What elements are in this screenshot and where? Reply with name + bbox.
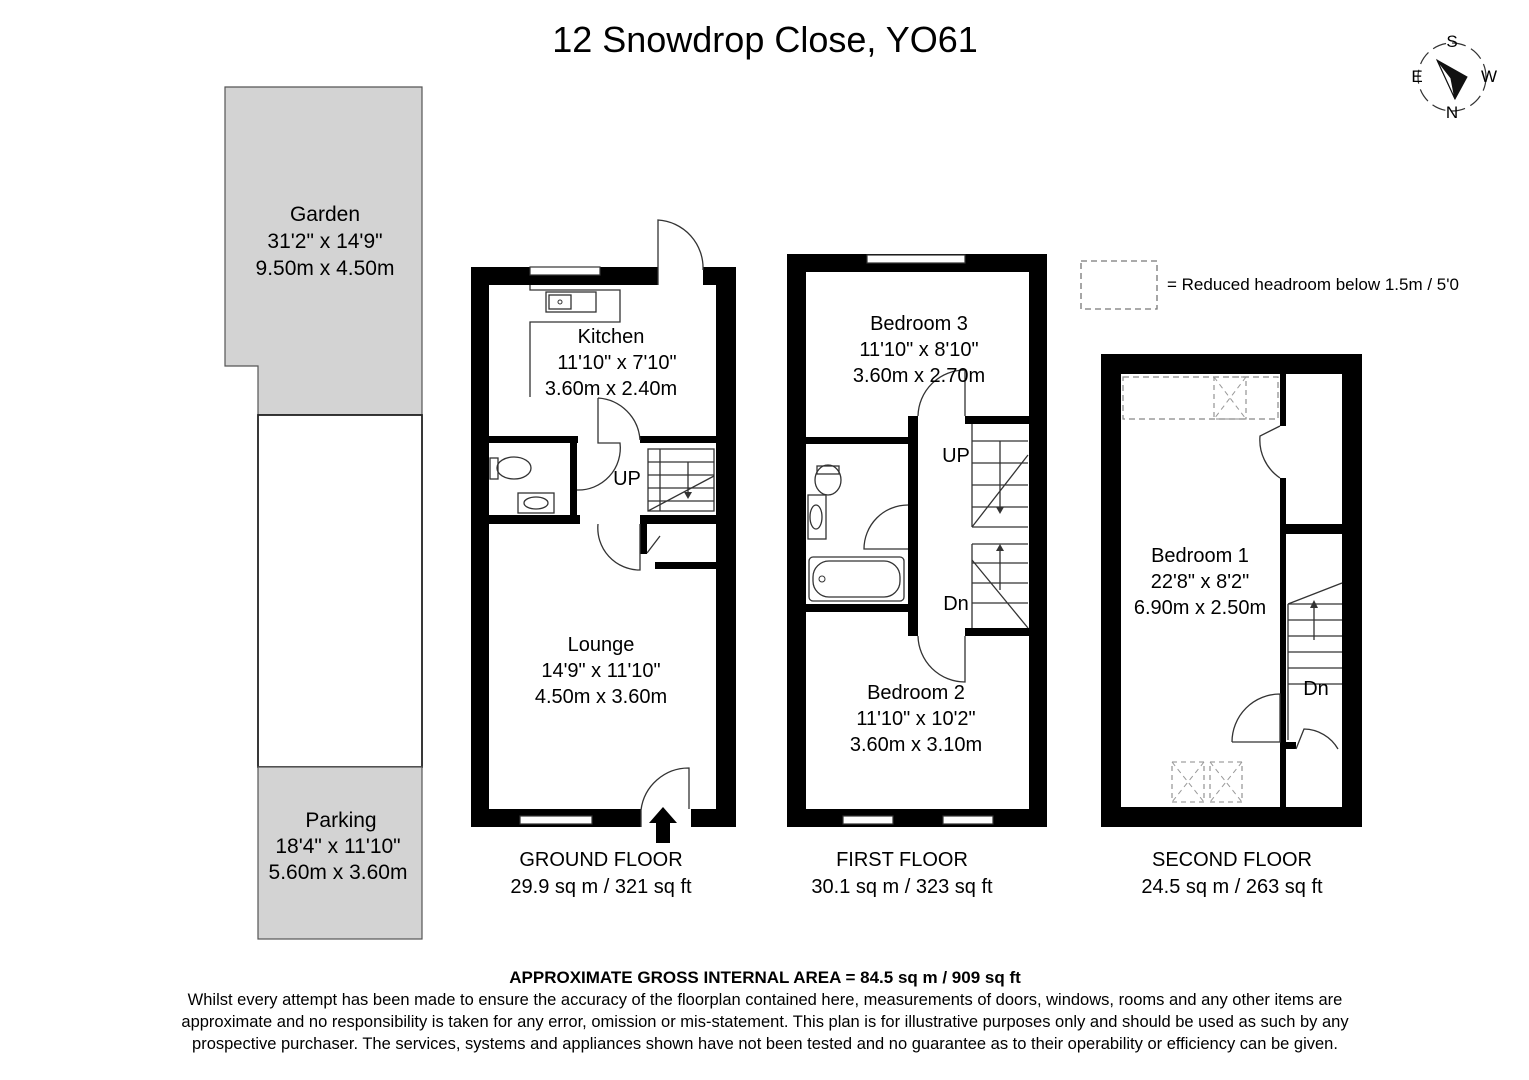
first-stairs-up-label: UP [942,445,970,467]
bedroom1-name: Bedroom 1 [1151,545,1249,567]
compass-icon [1411,32,1497,122]
first-floor-plan [787,254,1047,898]
kitchen-name: Kitchen [577,326,645,348]
ground-floor-label: GROUND FLOOR [519,849,683,871]
lounge-name: Lounge [567,634,635,656]
bedroom2-metric: 3.60m x 3.10m [849,734,983,756]
garden-metric: 9.50m x 4.50m [255,257,395,280]
ground-floor-area: 29.9 sq m / 321 sq ft [510,876,692,898]
compass-west-label: W [1480,67,1498,86]
bedroom2-name: Bedroom 2 [867,682,965,704]
legend [1081,261,1459,309]
reduced-headroom-swatch [1081,261,1157,309]
garden-name: Garden [289,203,361,226]
bedroom2-imperial: 11'10" x 10'2" [856,708,976,730]
bedroom1-metric: 6.90m x 2.50m [1133,597,1267,619]
second-floor-plan [1101,354,1362,898]
outdoor-area [225,87,422,939]
second-floor-label: SECOND FLOOR [1151,849,1313,871]
entrance-arrow-icon [649,807,677,843]
second-stairs-down-label: Dn [1303,678,1329,700]
parking-metric: 5.60m x 3.60m [268,861,408,884]
first-stairs-down-label: Dn [943,593,969,615]
disclaimer-line-3: prospective purchaser. The services, systems and appliances shown have not been tested and no guarantee as to their operability or efficiency can be given. [192,1035,1338,1053]
first-floor-label: FIRST FLOOR [836,849,968,871]
first-floor-area: 30.1 sq m / 323 sq ft [811,876,993,898]
compass-east-label: E [1411,67,1423,86]
lounge-metric: 4.50m x 3.60m [534,686,668,708]
garden-imperial: 31'2" x 14'9" [267,230,383,253]
ground-floor-plan [471,220,736,898]
kitchen-imperial: 11'10" x 7'10" [557,352,677,374]
parking-name: Parking [305,809,377,832]
kitchen-metric: 3.60m x 2.40m [544,378,678,400]
disclaimer-line-2: approximate and no responsibility is taken for any error, omission or mis-statement. This plan is for illustrative purposes only and should be used as such by any [181,1013,1349,1031]
bedroom3-name: Bedroom 3 [870,313,968,335]
bedroom3-metric: 3.60m x 2.70m [852,365,986,387]
second-floor-area: 24.5 sq m / 263 sq ft [1141,876,1323,898]
legend-text: = Reduced headroom below 1.5m / 5'0 [1167,275,1459,294]
compass-north-label: N [1445,103,1459,122]
page-title: 12 Snowdrop Close, YO61 [552,19,978,60]
parking-imperial: 18'4" x 11'10" [275,835,401,858]
gross-internal-area: APPROXIMATE GROSS INTERNAL AREA = 84.5 sq m / 909 sq ft [509,968,1021,987]
bedroom1-imperial: 22'8" x 8'2" [1150,571,1250,593]
house-footprint [258,415,422,767]
disclaimer-line-1: Whilst every attempt has been made to ensure the accuracy of the floorplan contained here, measurements of doors, windows, rooms and any other items are [187,991,1343,1009]
lounge-imperial: 14'9" x 11'10" [541,660,661,682]
bedroom3-imperial: 11'10" x 8'10" [859,339,979,361]
compass-south-label: S [1446,32,1458,51]
ground-stairs-up-label: UP [613,468,641,490]
